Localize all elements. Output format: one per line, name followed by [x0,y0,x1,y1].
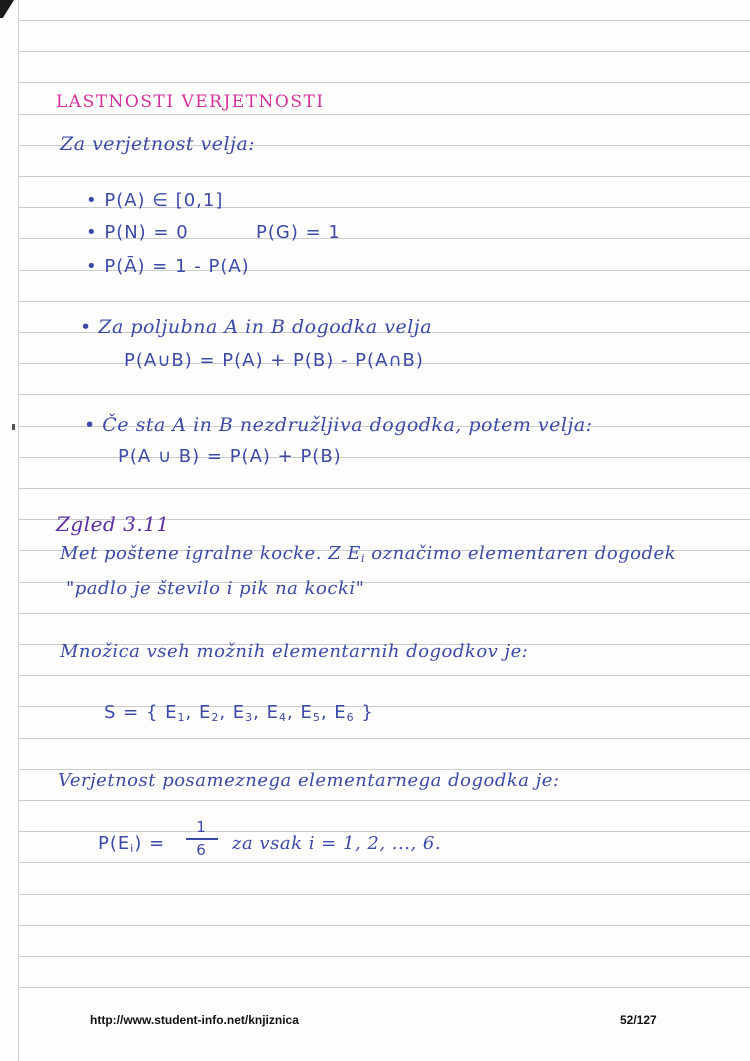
set-separator: , [320,702,335,723]
set-element: E [334,702,347,723]
property-certain: P(G) = 1 [256,222,341,243]
example-line1 [60,543,676,565]
example-line2: "padlo je število i pik na kocki" [66,578,365,599]
example-line1-sub: i [361,552,366,565]
ruled-line [18,831,750,832]
section-title: LASTNOSTI VERJETNOSTI [56,92,325,112]
fraction-bar [186,838,218,840]
set-element-sub: 3 [245,711,254,724]
set-close: } [354,702,374,723]
prob-lhs-text: P(E [98,833,131,854]
fraction-numerator: 1 [196,818,206,836]
intro-text: Za verjetnost velja: [60,133,256,155]
prob-lhs-sub: i [130,842,135,855]
set-separator: , [219,702,233,723]
set-element: E [198,702,212,723]
set-formula [104,702,374,724]
ruled-line [18,925,750,926]
disjoint-rule-formula: P(A ∪ B) = P(A) + P(B) [118,446,342,467]
footer-page-number: 52/127 [620,1013,657,1027]
ruled-line [18,675,750,676]
ruled-line [18,51,750,52]
ruled-line [18,301,750,302]
set-element-sub: 2 [211,711,220,724]
set-element-sub: 5 [312,711,321,724]
example-line1-end: označimo elementaren dogodek [365,543,677,564]
set-separator: , [185,702,199,723]
set-open: S = { [104,702,166,723]
example-title: Zgled 3.11 [56,512,170,536]
property-range: • P(A) ∈ [0,1] [86,190,224,211]
ruled-line [18,956,750,957]
set-separator: , [253,702,267,723]
margin-line [18,0,19,1061]
property-null: • P(N) = 0 [86,222,189,243]
fraction-denominator: 6 [196,841,206,859]
prob-lhs [98,833,165,855]
prob-rest: za vsak i = 1, 2, ..., 6. [232,833,442,854]
margin-dot [12,424,15,430]
set-elements [165,702,355,723]
prob-text: Verjetnost posameznega elementarnega dogodka je: [58,770,560,791]
ruled-line [18,114,750,115]
set-element: E [266,702,279,723]
set-element: E [300,702,313,723]
example-line1-text: Met poštene igralne kocke. Z E [60,543,362,564]
ruled-line [18,800,750,801]
set-element: E [232,702,246,723]
ruled-line [18,894,750,895]
ruled-line [18,987,750,988]
ruled-line [18,394,750,395]
ruled-line [18,738,750,739]
ruled-line [18,488,750,489]
footer-url[interactable]: http://www.student-info.net/knjiznica [90,1013,299,1027]
ruled-line [18,20,750,21]
set-text: Množica vseh možnih elementarnih dogodkov je: [60,641,529,662]
ruled-line [18,862,750,863]
set-element-sub: 1 [177,711,186,724]
set-element: E [165,702,178,723]
prob-lhs-end: ) = [134,833,166,854]
union-rule-text: • Za poljubna A in B dogodka velja [80,316,433,338]
set-element-sub: 6 [346,711,355,724]
corner-mark [0,0,14,18]
ruled-line [18,176,750,177]
ruled-line [18,613,750,614]
ruled-line [18,82,750,83]
property-complement: • P(Ā) = 1 - P(A) [86,256,250,277]
union-rule-formula: P(A∪B) = P(A) + P(B) - P(A∩B) [124,350,424,371]
disjoint-rule-text: • Če sta A in B nezdružljiva dogodka, potem velja: [84,414,593,436]
set-separator: , [286,702,301,723]
set-element-sub: 4 [278,711,287,724]
